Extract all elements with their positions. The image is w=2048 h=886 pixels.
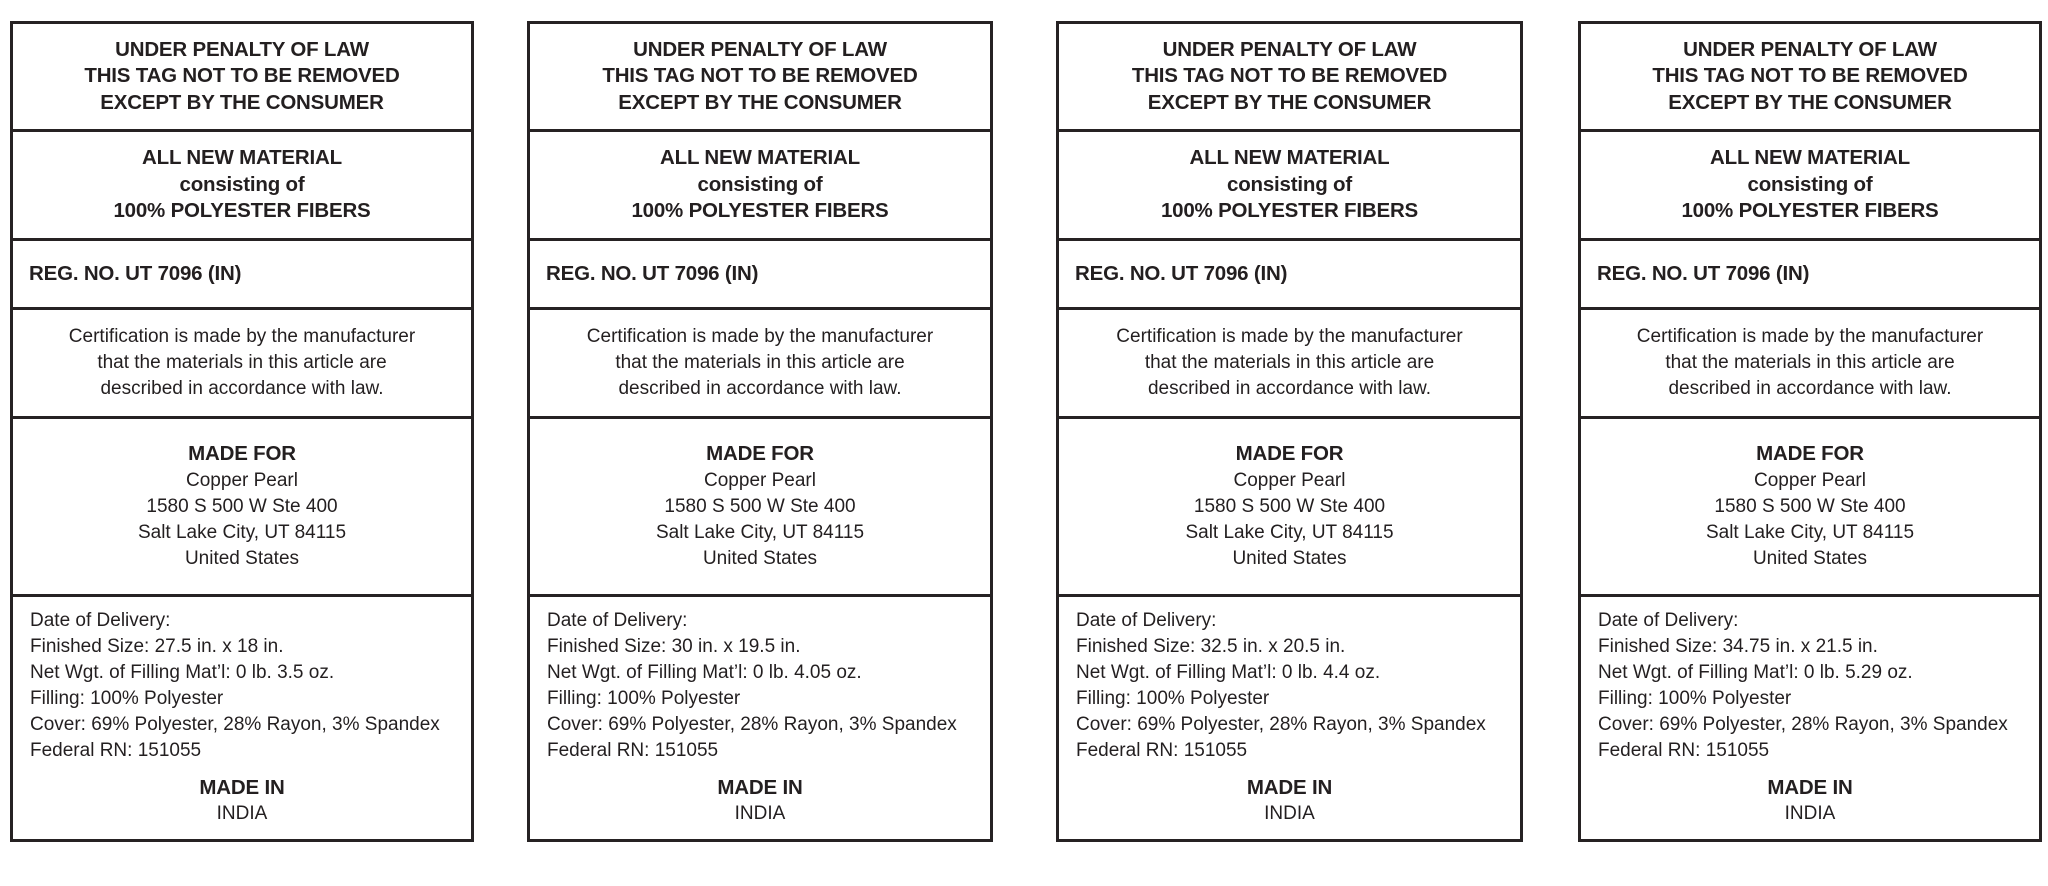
details-section [1059,597,1520,839]
material-line: consisting of [179,172,305,196]
finished-size: Finished Size: 34.75 in. x 21.5 in. [1598,636,1878,657]
cover: Cover: 69% Polyester, 28% Rayon, 3% Spandex [1598,714,2008,735]
certification-line: described in accordance with law. [618,378,902,399]
address-line: 1580 S 500 W Ste 400 [1193,495,1386,517]
penalty-section [13,24,471,132]
address-line: Salt Lake City, UT 84115 [1705,521,1915,543]
law-label-3 [1056,21,1523,842]
certification-line: Certification is made by the manufacturer [586,326,934,347]
reg-no-section [13,241,471,310]
certification-line: that the materials in this article are [1665,352,1955,373]
material-line: 100% POLYESTER FIBERS [1681,199,1939,223]
made-in-heading: MADE IN [717,775,803,799]
certification-line: Certification is made by the manufacturer [1636,326,1984,347]
certification-line: that the materials in this article are [615,352,905,373]
material-line: consisting of [697,172,823,196]
address-line: United States [1232,547,1347,569]
certification-line: that the materials in this article are [97,352,387,373]
law-label-2 [527,21,993,842]
penalty-line: UNDER PENALTY OF LAW [1683,37,1937,61]
made-in-block [1598,775,2022,830]
reg-no-text: REG. NO. UT 7096 (IN) [546,262,759,285]
address-line: 1580 S 500 W Ste 400 [1714,495,1906,517]
penalty-section [1581,24,2039,132]
made-for-heading: MADE FOR [706,442,814,466]
federal-rn: Federal RN: 151055 [1598,740,1770,761]
made-for-heading: MADE FOR [188,442,296,466]
made-in-block [547,775,973,830]
company-name: Copper Pearl [186,469,298,491]
law-label-1 [10,21,474,842]
made-for-section [1581,419,2039,597]
material-line: 100% POLYESTER FIBERS [113,199,371,223]
finished-size: Finished Size: 27.5 in. x 18 in. [30,636,284,657]
material-section [13,132,471,241]
net-weight: Net Wgt. of Filling Mat’l: 0 lb. 5.29 oz. [1598,662,1913,683]
material-line: 100% POLYESTER FIBERS [1160,199,1419,223]
penalty-line: THIS TAG NOT TO BE REMOVED [1652,64,1968,88]
made-in-heading: MADE IN [199,775,285,799]
details-section [13,597,471,839]
address-line: Salt Lake City, UT 84115 [1185,521,1394,543]
penalty-section [530,24,990,132]
cover: Cover: 69% Polyester, 28% Rayon, 3% Spandex [547,714,957,735]
cover: Cover: 69% Polyester, 28% Rayon, 3% Spandex [30,714,440,735]
material-section [1059,132,1520,241]
certification-line: Certification is made by the manufacturer [1116,326,1463,347]
date-of-delivery: Date of Delivery: [547,610,688,631]
penalty-line: EXCEPT BY THE CONSUMER [1668,90,1952,114]
reg-no-text: REG. NO. UT 7096 (IN) [29,262,242,285]
filling: Filling: 100% Polyester [1598,688,1792,709]
made-in-heading: MADE IN [1767,775,1853,799]
details-section [530,597,990,839]
material-line: 100% POLYESTER FIBERS [631,199,889,223]
date-of-delivery: Date of Delivery: [1076,610,1217,631]
address-line: Salt Lake City, UT 84115 [137,521,347,543]
company-name: Copper Pearl [1754,469,1866,491]
made-for-section [13,419,471,597]
certification-line: described in accordance with law. [1147,378,1432,399]
penalty-line: THIS TAG NOT TO BE REMOVED [1131,64,1448,88]
certification-section [1059,310,1520,419]
date-of-delivery: Date of Delivery: [1598,610,1739,631]
certification-line: that the materials in this article are [1144,352,1435,373]
reg-no-text: REG. NO. UT 7096 (IN) [1597,262,1810,285]
made-in-country: INDIA [216,803,268,824]
address-line: United States [702,547,818,569]
made-for-heading: MADE FOR [1756,442,1864,466]
penalty-section [1059,24,1520,132]
cover: Cover: 69% Polyester, 28% Rayon, 3% Spandex [1076,714,1486,735]
material-line: consisting of [1227,172,1352,196]
finished-size: Finished Size: 32.5 in. x 20.5 in. [1076,636,1346,657]
address-line: 1580 S 500 W Ste 400 [146,495,338,517]
reg-no-section [1059,241,1520,310]
address-line: Salt Lake City, UT 84115 [655,521,865,543]
made-for-section [530,419,990,597]
federal-rn: Federal RN: 151055 [30,740,202,761]
details-section [1581,597,2039,839]
reg-no-text: REG. NO. UT 7096 (IN) [1075,262,1288,285]
penalty-line: EXCEPT BY THE CONSUMER [100,90,384,114]
law-label-4 [1578,21,2042,842]
penalty-line: UNDER PENALTY OF LAW [633,37,887,61]
address-line: 1580 S 500 W Ste 400 [664,495,856,517]
address-line: United States [184,547,300,569]
material-line: consisting of [1747,172,1873,196]
penalty-line: THIS TAG NOT TO BE REMOVED [602,64,918,88]
federal-rn: Federal RN: 151055 [547,740,719,761]
certification-line: Certification is made by the manufacturer [68,326,416,347]
reg-no-section [1581,241,2039,310]
made-in-block [30,775,454,830]
penalty-line: EXCEPT BY THE CONSUMER [1147,90,1432,114]
finished-size: Finished Size: 30 in. x 19.5 in. [547,636,801,657]
certification-line: described in accordance with law. [1668,378,1952,399]
material-section [530,132,990,241]
net-weight: Net Wgt. of Filling Mat’l: 0 lb. 4.4 oz. [1076,662,1381,683]
company-name: Copper Pearl [704,469,816,491]
filling: Filling: 100% Polyester [30,688,224,709]
penalty-line: UNDER PENALTY OF LAW [115,37,369,61]
date-of-delivery: Date of Delivery: [30,610,171,631]
net-weight: Net Wgt. of Filling Mat’l: 0 lb. 4.05 oz. [547,662,862,683]
net-weight: Net Wgt. of Filling Mat’l: 0 lb. 3.5 oz. [30,662,335,683]
filling: Filling: 100% Polyester [547,688,741,709]
filling: Filling: 100% Polyester [1076,688,1270,709]
made-in-country: INDIA [1784,803,1836,824]
certification-section [1581,310,2039,419]
certification-section [13,310,471,419]
penalty-line: UNDER PENALTY OF LAW [1162,37,1417,61]
certification-section [530,310,990,419]
address-line: United States [1752,547,1868,569]
made-in-heading: MADE IN [1246,775,1333,799]
penalty-line: THIS TAG NOT TO BE REMOVED [84,64,400,88]
material-line: ALL NEW MATERIAL [142,146,342,170]
made-in-country: INDIA [1264,803,1315,824]
made-for-heading: MADE FOR [1235,442,1344,466]
company-name: Copper Pearl [1233,469,1346,491]
made-for-section [1059,419,1520,597]
material-section [1581,132,2039,241]
material-line: ALL NEW MATERIAL [1189,146,1390,170]
made-in-block [1076,775,1503,830]
penalty-line: EXCEPT BY THE CONSUMER [618,90,902,114]
made-in-country: INDIA [734,803,786,824]
reg-no-section [530,241,990,310]
material-line: ALL NEW MATERIAL [660,146,860,170]
certification-line: described in accordance with law. [100,378,384,399]
federal-rn: Federal RN: 151055 [1076,740,1248,761]
material-line: ALL NEW MATERIAL [1710,146,1910,170]
